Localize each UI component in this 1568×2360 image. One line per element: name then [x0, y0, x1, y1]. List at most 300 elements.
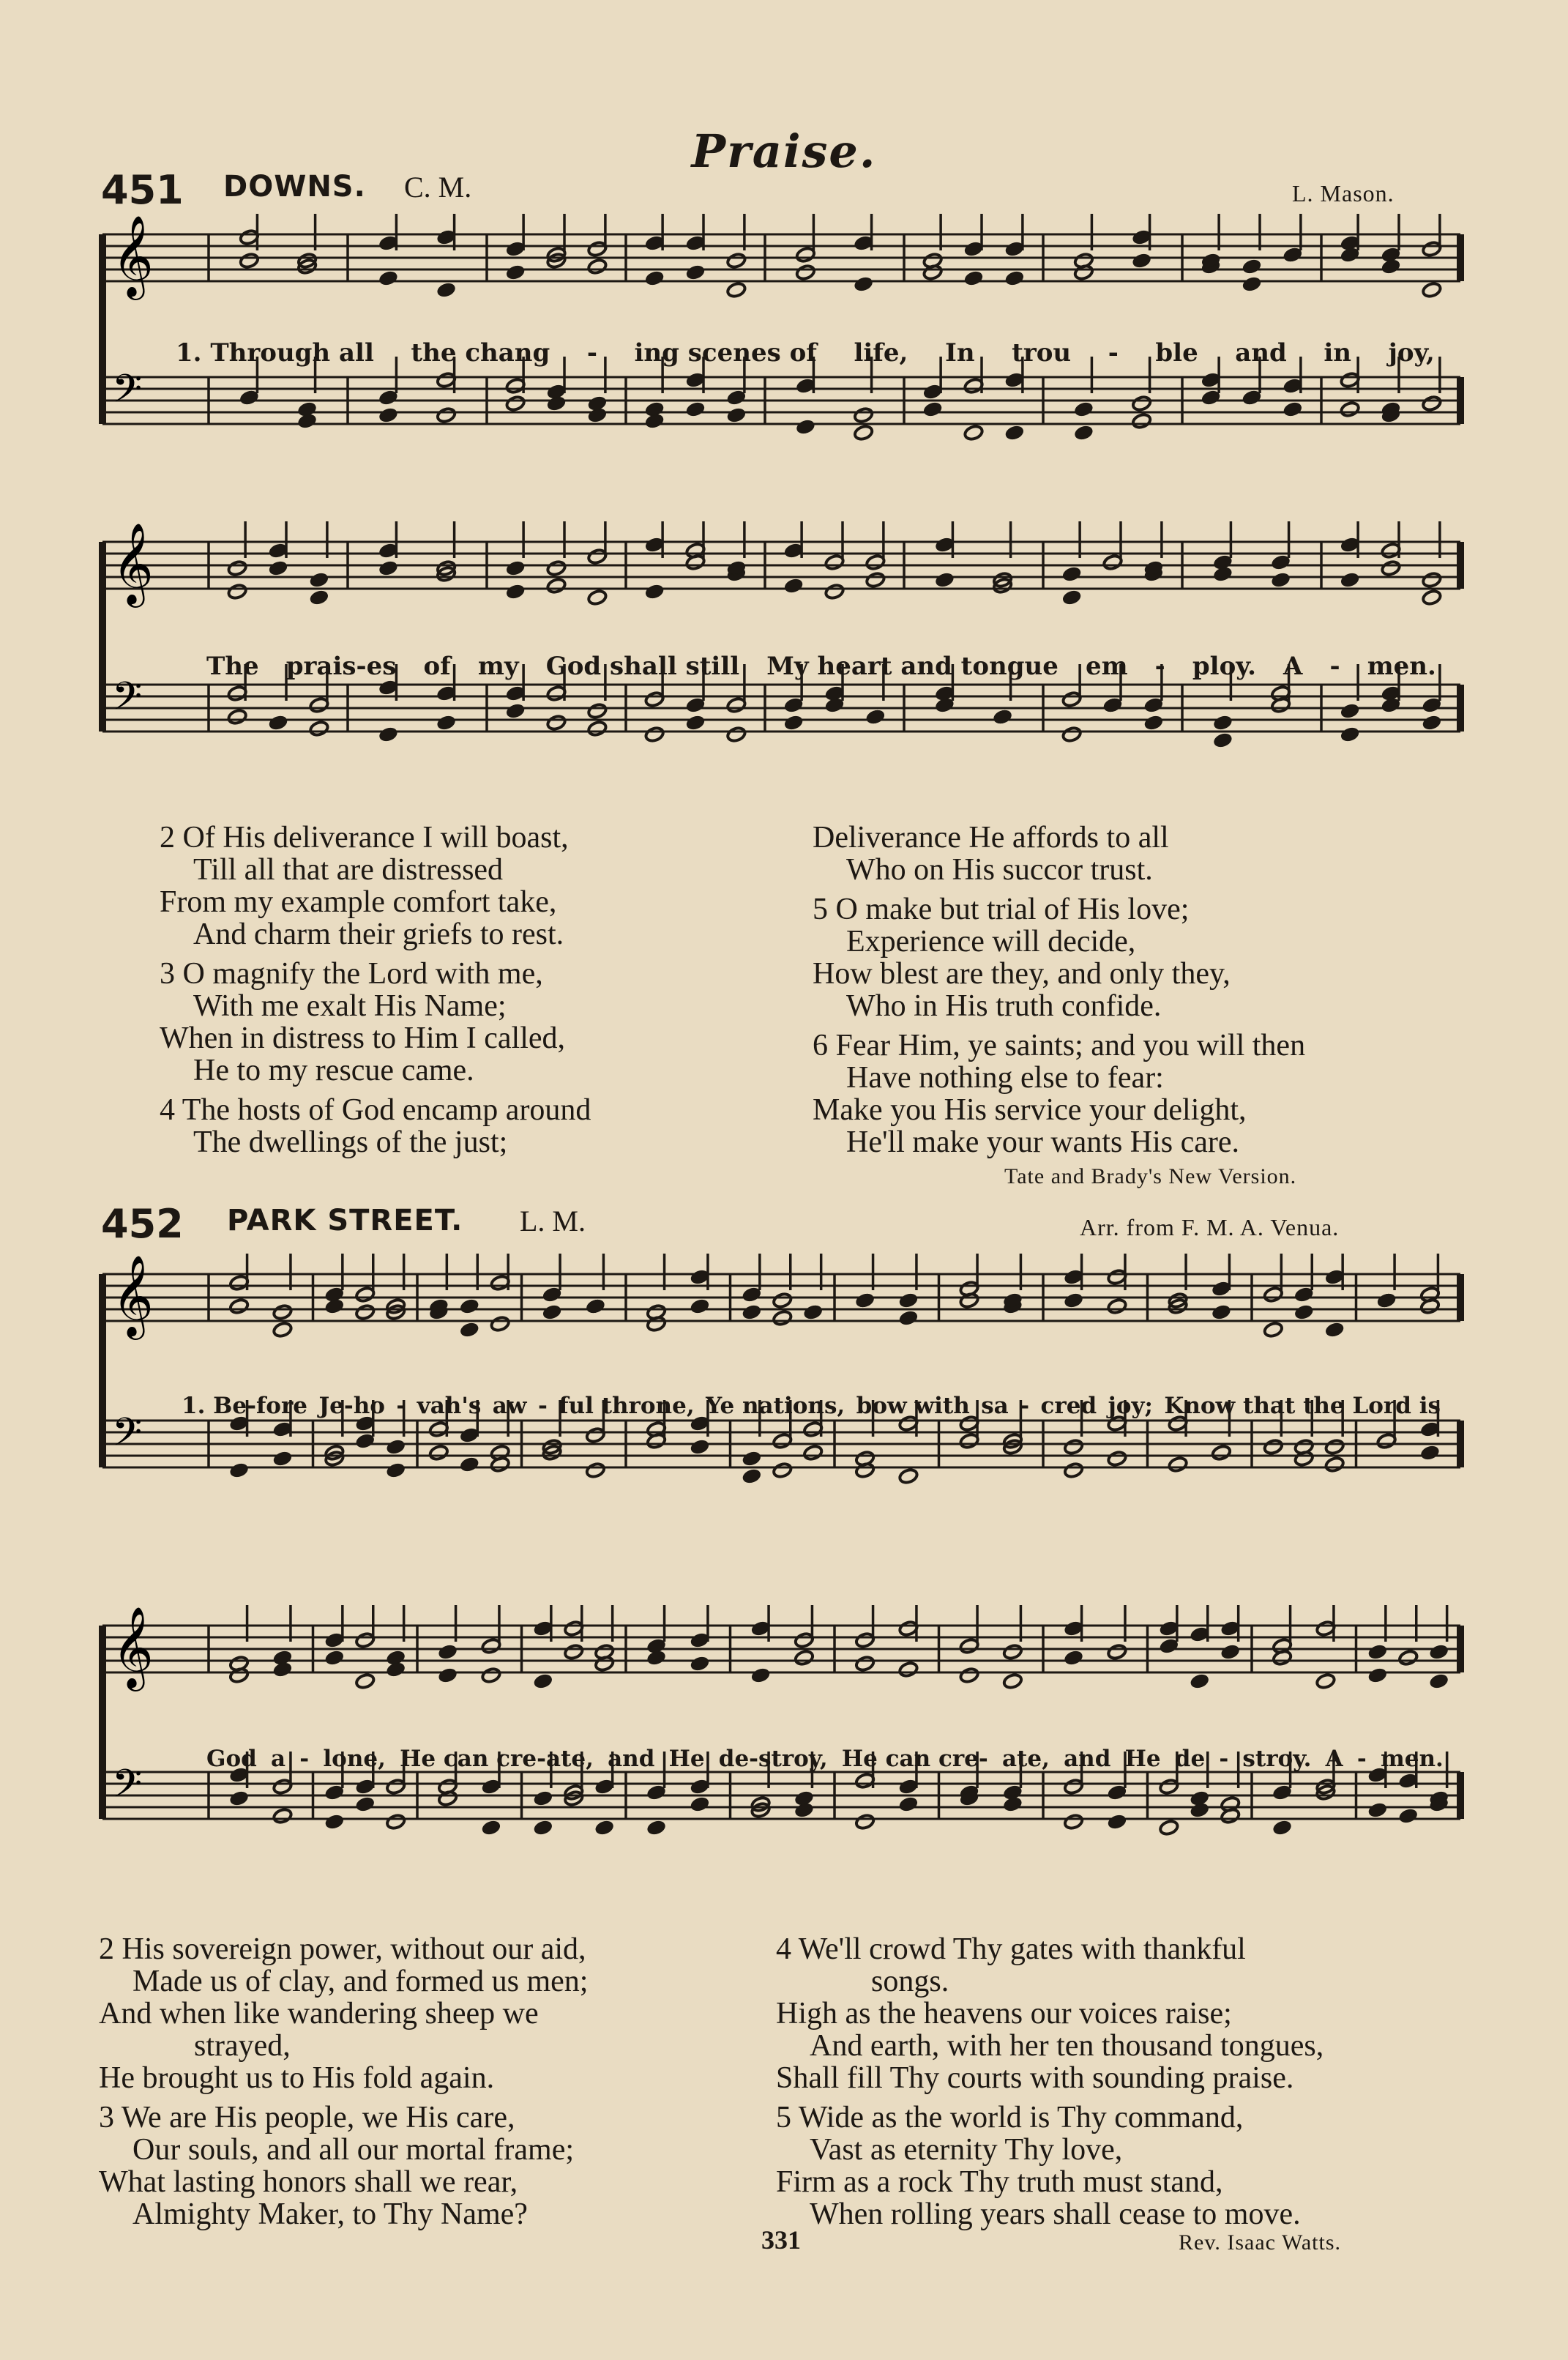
note-head [542, 1303, 562, 1320]
lyric-syllable: cred [1040, 1393, 1097, 1419]
note-head [324, 1813, 345, 1830]
verse-line: Have nothing else to fear: [846, 1061, 1164, 1095]
note-head [690, 1795, 710, 1812]
lyric-syllable: Je-ho [318, 1393, 385, 1419]
lyric-syllable: He [1124, 1746, 1161, 1772]
bass-clef-icon: 𝄢 [112, 1762, 143, 1816]
lyric-syllable: lone, [323, 1746, 386, 1772]
verse [813, 1030, 1471, 1158]
note-head [1002, 1672, 1023, 1689]
note-head [297, 412, 318, 429]
note-head [690, 1298, 710, 1314]
lyric-syllable: prais-es [285, 652, 397, 681]
note-head [459, 1321, 479, 1338]
note-head [1422, 589, 1442, 606]
lyric-syllable: men. [1380, 1746, 1444, 1772]
note-head [1398, 1649, 1419, 1666]
lyric-syllable: 1. Through all [176, 338, 374, 368]
note-head [690, 1655, 710, 1672]
note-head [1002, 1795, 1023, 1812]
verse-line: Almighty Maker, to Thy Name? [132, 2197, 528, 2231]
note-head [1271, 571, 1291, 588]
note-head [378, 406, 398, 423]
lyric-syllable: - [1356, 1746, 1367, 1772]
note-head [227, 559, 247, 576]
note-head [1272, 1819, 1293, 1836]
note-head [898, 1292, 919, 1309]
lyric-underlay [206, 652, 1436, 681]
note-head [438, 1667, 458, 1683]
lyric-syllable: - [1108, 338, 1119, 368]
lyric-syllable: de-stroy, [718, 1746, 828, 1772]
note-head [533, 1819, 553, 1836]
note-head [1293, 1303, 1314, 1320]
note-head [378, 559, 398, 576]
lyric-syllable: God [206, 1746, 257, 1772]
note-head [272, 1321, 293, 1338]
lyric-underlay [206, 1746, 1444, 1772]
lyric-syllable: He [668, 1746, 705, 1772]
note-head [783, 714, 804, 731]
lyric-syllable: - [299, 1746, 310, 1772]
note-head [742, 1303, 762, 1320]
note-head [1073, 401, 1094, 417]
note-head [772, 1462, 793, 1478]
verse-line: 5 O make but trial of His love; [813, 893, 1190, 926]
note-head [459, 1298, 479, 1314]
note-head [378, 269, 398, 286]
lyric-syllable: joy, [1388, 338, 1435, 368]
verse-line: Vast as eternity Thy love, [810, 2133, 1123, 2167]
note-head [685, 264, 706, 280]
note-head [1073, 424, 1094, 441]
note-head [742, 1450, 762, 1467]
note-head [1107, 1450, 1127, 1467]
note-head [1061, 726, 1082, 742]
verse-line: 3 O magnify the Lord with me, [160, 957, 543, 991]
note-head [934, 571, 955, 588]
lyric-syllable: My heart and tongue [766, 652, 1059, 681]
verse-line: Experience will decide, [846, 925, 1136, 958]
bass-clef-icon: 𝄢 [112, 1410, 143, 1464]
lyric-syllable: bow with [856, 1393, 970, 1419]
note-head [594, 1819, 615, 1836]
note-head [898, 1795, 919, 1812]
note-head [1324, 1321, 1345, 1338]
lyric-syllable: a [271, 1746, 286, 1772]
verse [813, 893, 1471, 1022]
lyric-syllable: - [1219, 1746, 1229, 1772]
verse-line: He brought us to His fold again. [99, 2061, 495, 2095]
note-head [227, 708, 247, 725]
note-head [646, 1819, 667, 1836]
verses-left [160, 822, 782, 1166]
note-head [1064, 1462, 1084, 1478]
hymn-number: 452 [101, 1201, 184, 1247]
note-head [1422, 281, 1442, 298]
note-head [1381, 258, 1401, 275]
note-head [587, 395, 608, 412]
verse-line: Who on His succor trust. [846, 853, 1153, 887]
verse-line: From my example comfort take, [160, 885, 557, 919]
composer: Arr. from F. M. A. Venua. [1080, 1214, 1340, 1240]
verse-line: How blest are they, and only they, [813, 957, 1231, 991]
page-number: 331 [761, 2225, 801, 2255]
treble-clef-icon: 𝄞 [112, 215, 154, 297]
note-head [685, 714, 706, 731]
lyric-syllable: and [608, 1746, 655, 1772]
verse-line: 3 We are His people, we His care, [99, 2101, 515, 2134]
note-head [481, 1819, 501, 1836]
lyric-syllable: trou [1012, 338, 1072, 368]
lyric-syllable: ploy. [1192, 652, 1256, 681]
note-head [324, 1649, 345, 1666]
note-head [803, 1444, 824, 1461]
verse-line: Till all that are distressed [193, 853, 504, 887]
author-credit: Rev. Isaac Watts. [1179, 2230, 1342, 2255]
note-head [1429, 1672, 1449, 1689]
note-head [644, 726, 665, 742]
note-head [436, 714, 457, 731]
lyric-syllable: stroy. [1242, 1746, 1312, 1772]
note-head [229, 1462, 250, 1478]
verse-line: And charm their griefs to rest. [193, 917, 564, 951]
note-head [436, 406, 457, 423]
note-head [1132, 412, 1152, 429]
note-head [783, 577, 804, 594]
note-head [587, 720, 608, 737]
note-head [428, 1444, 449, 1461]
meter: L. M. [520, 1205, 586, 1237]
note-head [726, 281, 747, 298]
lyric-syllable: joy; [1108, 1393, 1153, 1419]
lyric-syllable: In [944, 338, 975, 368]
note-head [505, 264, 526, 280]
note-head [1107, 1643, 1127, 1660]
note-head [1422, 714, 1442, 731]
bass-clef-icon: 𝄢 [112, 367, 143, 421]
lyric-syllable: men. [1367, 652, 1436, 681]
lyric-syllable: the chang [411, 338, 550, 368]
lyric-syllable: my [477, 652, 519, 681]
lyric-syllable: Know that the Lord is [1164, 1393, 1441, 1419]
note-head [646, 1649, 667, 1666]
note-head [533, 1790, 553, 1806]
section-title: Praise. [691, 124, 877, 178]
note-head [854, 424, 874, 441]
note-head [1132, 252, 1152, 269]
lyric-syllable: 1. Be-fore [182, 1393, 308, 1419]
verse-line: He'll make your wants His care. [846, 1125, 1240, 1159]
verse-line: songs. [871, 1965, 949, 1998]
lyric-syllable: - [586, 338, 597, 368]
note-head [1367, 1667, 1388, 1683]
note-head [1429, 1643, 1449, 1660]
note-head [505, 559, 526, 576]
note-head [438, 1643, 458, 1660]
lyric-syllable: de [1174, 1746, 1206, 1772]
note-head [865, 571, 886, 588]
note-head [1190, 1790, 1210, 1806]
verse [160, 1094, 782, 1158]
lyric-syllable: ful throne, [559, 1393, 695, 1419]
note-head [309, 571, 329, 588]
note-head [1004, 424, 1025, 441]
note-head [459, 1456, 479, 1473]
note-head [546, 559, 567, 576]
lyric-syllable: - [537, 1393, 548, 1419]
verse-line: 2 His sovereign power, without our aid, [99, 1932, 586, 1966]
hymn-number: 451 [101, 167, 184, 213]
note-head [854, 275, 874, 292]
verse-line: High as the heavens our voices raise; [776, 1997, 1232, 2030]
note-head [505, 702, 526, 719]
composer: L. Mason. [1292, 180, 1395, 206]
note-head [726, 726, 747, 742]
note-head [272, 1303, 293, 1320]
note-head [1263, 1438, 1283, 1455]
note-head [1242, 275, 1262, 292]
note-head [546, 714, 567, 731]
verse-line: strayed, [194, 2029, 291, 2063]
note-head [855, 1655, 876, 1672]
verse-line: Who in His truth confide. [846, 989, 1162, 1023]
note-head [1064, 1292, 1084, 1309]
note-head [1367, 1801, 1388, 1818]
treble-clef-icon: 𝄞 [112, 1606, 154, 1688]
verse-line: When rolling years shall cease to move. [810, 2197, 1301, 2231]
lyric-syllable: A [1325, 1746, 1343, 1772]
note-head [505, 583, 526, 600]
note-head [1422, 395, 1442, 412]
note-head [587, 258, 608, 275]
note-head [685, 401, 706, 417]
note-head [1002, 1643, 1023, 1660]
meter: C. M. [404, 171, 472, 204]
lyric-underlay [176, 338, 1435, 368]
treble-clef-icon: 𝄞 [112, 522, 154, 604]
note-head [1340, 702, 1360, 719]
note-head [644, 269, 665, 286]
note-head [742, 1467, 762, 1484]
note-head [378, 726, 398, 742]
verse-line: Our souls, and all our mortal frame; [132, 2133, 575, 2167]
verse-line: Shall fill Thy courts with sounding praise. [776, 2061, 1294, 2095]
note-head [1061, 565, 1082, 582]
note-head [1004, 269, 1025, 286]
verse-line: 4 The hosts of God encamp around [160, 1093, 591, 1127]
note-head [272, 1807, 293, 1824]
note-head [803, 1303, 824, 1320]
treble-clef-icon: 𝄞 [112, 1254, 154, 1336]
note-head [1212, 714, 1233, 731]
note-head [355, 1795, 376, 1812]
note-head [959, 1667, 979, 1683]
note-head [1064, 1438, 1084, 1455]
verses-right [776, 1933, 1479, 2238]
note-head [239, 252, 259, 269]
note-head [963, 269, 984, 286]
note-head [1064, 1649, 1084, 1666]
note-head [1107, 1298, 1127, 1314]
verse-line: Deliverance He affords to all [813, 821, 1169, 855]
note-head [386, 1462, 406, 1478]
verses-left [99, 1933, 765, 2238]
note-head [1159, 1819, 1179, 1836]
note-head [1064, 1813, 1084, 1830]
note-head [481, 1667, 501, 1683]
note-head [865, 708, 886, 725]
lyric-syllable: He can cre- [841, 1746, 988, 1772]
note-head [1422, 571, 1442, 588]
note-head [229, 1790, 250, 1806]
author-credit: Tate and Brady's New Version. [1004, 1164, 1297, 1188]
note-head [1283, 401, 1303, 417]
verse-line: Make you His service your delight, [813, 1093, 1247, 1127]
note-head [1419, 1444, 1440, 1461]
note-head [795, 418, 815, 435]
note-head [1107, 1813, 1127, 1830]
lyric-syllable: A [1283, 652, 1303, 681]
note-head [1367, 1643, 1388, 1660]
lyric-syllable: sa [981, 1393, 1009, 1419]
lyric-syllable: Ye nations, [706, 1393, 845, 1419]
note-head [1143, 714, 1164, 731]
note-head [644, 583, 665, 600]
note-head [1340, 401, 1360, 417]
music-system [99, 1252, 1468, 1523]
note-head [855, 1292, 876, 1309]
note-head [324, 1298, 345, 1314]
note-head [1211, 1303, 1231, 1320]
note-head [585, 1298, 605, 1314]
note-head [585, 1462, 605, 1478]
note-head [750, 1667, 771, 1683]
verse-line: And when like wandering sheep we [99, 1997, 539, 2030]
note-head [546, 577, 567, 594]
note-head [229, 1298, 250, 1314]
note-head [272, 1661, 293, 1678]
note-head [355, 1303, 376, 1320]
lyric-syllable: - [1020, 1393, 1030, 1419]
verse-line: Firm as a rock Thy truth must stand, [776, 2165, 1223, 2199]
note-head [490, 1315, 510, 1332]
verse-line: What lasting honors shall we rear, [99, 2165, 518, 2199]
note-head [726, 406, 747, 423]
note-head [386, 1661, 406, 1678]
note-head [644, 412, 665, 429]
note-head [854, 406, 874, 423]
lyric-syllable: em [1085, 652, 1128, 681]
verse-line: And earth, with her ten thousand tongues, [810, 2029, 1324, 2063]
note-head [1340, 726, 1360, 742]
note-head [564, 1643, 584, 1660]
verse-line: He to my rescue came. [193, 1054, 474, 1087]
lyric-syllable: life, [854, 338, 908, 368]
note-head [1211, 1444, 1231, 1461]
tune-name: DOWNS. [223, 170, 366, 204]
note-head [272, 1450, 293, 1467]
lyric-syllable: He can cre-ate, [400, 1746, 594, 1772]
lyric-syllable: God shall still [545, 652, 740, 681]
note-head [794, 1790, 814, 1806]
note-head [898, 1309, 919, 1326]
verse-line: 5 Wide as the world is Thy command, [776, 2101, 1244, 2134]
verse [160, 822, 782, 950]
note-head [898, 1661, 919, 1678]
bass-clef-icon: 𝄢 [112, 674, 143, 729]
verse [776, 1933, 1479, 2094]
verse [99, 2102, 765, 2230]
note-head [795, 264, 815, 280]
note-head [1132, 395, 1152, 412]
verse-line: The dwellings of the just; [193, 1125, 508, 1159]
note-head [1220, 1643, 1241, 1660]
verses-right [813, 822, 1471, 1166]
note-head [505, 395, 526, 412]
note-head [386, 1438, 406, 1455]
note-head [1061, 589, 1082, 606]
note-head [772, 1292, 793, 1309]
verse-line: Made us of clay, and formed us men; [132, 1965, 589, 1998]
note-head [1190, 1672, 1210, 1689]
note-head [587, 702, 608, 719]
note-head [922, 401, 943, 417]
note-head [1381, 559, 1401, 576]
note-head [268, 559, 288, 576]
note-head [1242, 258, 1262, 275]
lyric-syllable: vah's [417, 1393, 482, 1419]
note-head [1340, 571, 1360, 588]
note-head [824, 583, 845, 600]
note-head [1263, 1321, 1283, 1338]
lyric-syllable: and [1064, 1746, 1111, 1772]
note-head [794, 1649, 814, 1666]
note-head [963, 424, 984, 441]
lyric-syllable: of [423, 652, 451, 681]
lyric-syllable: and [1235, 338, 1287, 368]
verse-line: 4 We'll crowd Thy gates with thankful [776, 1932, 1246, 1966]
note-head [227, 583, 247, 600]
verse [99, 1933, 765, 2094]
note-head [546, 395, 567, 412]
note-head [993, 708, 1013, 725]
note-head [855, 1813, 876, 1830]
lyric-syllable: ble [1155, 338, 1198, 368]
note-head [436, 281, 457, 298]
lyric-syllable: - [396, 1393, 406, 1419]
note-head [772, 1309, 793, 1326]
note-head [1398, 1807, 1419, 1824]
note-head [268, 714, 288, 731]
note-head [355, 1672, 376, 1689]
lyric-syllable: The [206, 652, 259, 681]
lyric-syllable: in [1324, 338, 1352, 368]
verse-line: 2 Of His deliverance I will boast, [160, 821, 569, 855]
lyric-underlay [182, 1393, 1441, 1419]
note-head [309, 589, 329, 606]
note-head [1376, 1292, 1397, 1309]
tune-name: PARK STREET. [227, 1204, 463, 1237]
note-head [309, 720, 329, 737]
lyric-syllable: aw [492, 1393, 527, 1419]
verse [160, 958, 782, 1087]
verse-line: When in distress to Him I called, [160, 1021, 566, 1055]
note-head [587, 589, 608, 606]
note-head [898, 1467, 919, 1484]
note-head [690, 1438, 710, 1455]
lyric-syllable: ing scenes of [634, 338, 817, 368]
